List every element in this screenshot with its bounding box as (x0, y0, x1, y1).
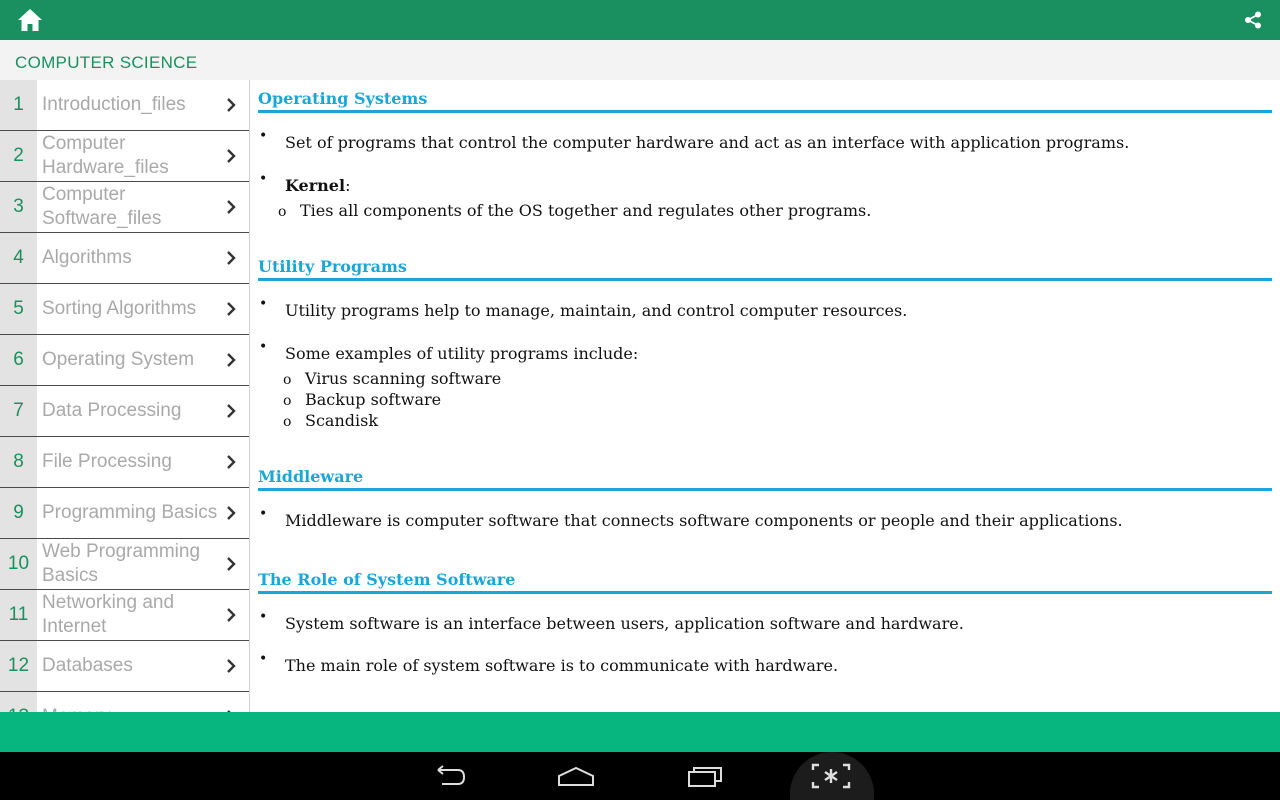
chapter-label: Introduction_files (42, 94, 186, 115)
bullet-text: Utility programs help to manage, maintain, and control computer resources. (285, 301, 908, 320)
chapter-item[interactable] (0, 539, 249, 590)
chapter-label: Databases (42, 655, 133, 676)
bullet: • (259, 128, 268, 144)
screenshot-icon[interactable] (811, 762, 851, 790)
page-title: COMPUTER SCIENCE (15, 53, 198, 72)
sub-bullet-text: Backup software (305, 390, 442, 409)
chapter-label: Algorithms (42, 247, 132, 268)
bullet: • (259, 651, 268, 667)
section-heading: Middleware (258, 467, 1272, 491)
section-heading: Utility Programs (258, 257, 1272, 281)
bullet: • (259, 609, 268, 625)
chapter-number: 11 (0, 590, 37, 640)
chevron-right-icon (224, 454, 238, 470)
chevron-right-icon (224, 403, 238, 419)
chapter-list[interactable] (0, 80, 250, 712)
home-icon[interactable] (16, 7, 44, 33)
chapter-label: Networking and Internet (42, 592, 175, 637)
chapter-label: Operating System (42, 349, 195, 370)
chapter-item[interactable] (0, 641, 249, 692)
chapter-label: File Processing (42, 451, 172, 472)
chapter-number: 7 (0, 386, 37, 436)
home-outline-icon[interactable] (556, 762, 596, 790)
chevron-right-icon (224, 301, 238, 317)
bullet: • (259, 171, 268, 187)
bullet-text (285, 176, 350, 195)
section-heading: Operating Systems (258, 89, 1272, 113)
bullet-text: System software is an interface between users, application software and hardware. (285, 614, 964, 633)
chapter-item[interactable] (0, 437, 249, 488)
chapter-number: 5 (0, 284, 37, 334)
bullet: • (259, 506, 268, 522)
kernel-colon: : (345, 176, 351, 195)
chevron-right-icon (224, 199, 238, 215)
chapter-content[interactable] (250, 80, 1280, 712)
chapter-number: 10 (0, 539, 37, 589)
chevron-right-icon (224, 148, 238, 164)
chapter-item[interactable] (0, 233, 249, 284)
share-icon[interactable] (1244, 11, 1262, 29)
chapter-label: Sorting Algorithms (42, 298, 197, 319)
kernel-label: Kernel (285, 176, 346, 195)
chevron-right-icon (224, 505, 238, 521)
bullet-text: Middleware is computer software that connects software components or people and their applications. (285, 511, 1123, 530)
chapter-item[interactable] (0, 335, 249, 386)
bullet-text: Set of programs that control the computer hardware and act as an interface with application programs. (285, 133, 1130, 152)
chapter-number: 3 (0, 182, 37, 232)
chapter-label: Programming Basics (42, 502, 218, 523)
chapter-number: 4 (0, 233, 37, 283)
chapter-number: 6 (0, 335, 37, 385)
sub-bullet: o (283, 372, 292, 388)
chapter-number: 2 (0, 131, 37, 181)
sub-bullet: o (283, 414, 292, 430)
recent-apps-icon[interactable] (685, 762, 725, 790)
chapter-number: 1 (0, 80, 37, 130)
sub-bullet: o (283, 393, 292, 409)
bullet: • (259, 296, 268, 312)
chevron-right-icon (224, 607, 238, 623)
chapter-item[interactable] (0, 590, 249, 641)
chapter-item[interactable] (0, 131, 249, 182)
chapter-label: Computer Hardware_files (42, 133, 169, 178)
app-header (0, 0, 1280, 40)
back-icon[interactable] (428, 762, 468, 790)
bullet-text: The main role of system software is to communicate with hardware. (285, 656, 839, 675)
chapter-label: Computer Software_files (42, 184, 162, 229)
chapter-item[interactable] (0, 488, 249, 539)
chapter-number: 8 (0, 437, 37, 487)
section-header (0, 40, 1280, 80)
chapter-item[interactable] (0, 284, 249, 335)
sub-bullet: o (278, 204, 287, 220)
section-heading: The Role of System Software (258, 570, 1272, 594)
bullet: • (259, 339, 268, 355)
chevron-right-icon (224, 658, 238, 674)
chapter-label: Web Programming Basics (42, 541, 201, 586)
system-navigation-bar (0, 752, 1280, 800)
sub-bullet-text: Ties all components of the OS together and regulates other programs. (300, 201, 872, 220)
chevron-right-icon (224, 556, 238, 572)
sub-bullet-text: Scandisk (305, 411, 379, 430)
chevron-right-icon (224, 97, 238, 113)
chapter-number: 12 (0, 641, 37, 691)
chevron-right-icon (224, 250, 238, 266)
bullet-text: Some examples of utility programs include: (285, 344, 639, 363)
chapter-item[interactable] (0, 182, 249, 233)
chapter-number: 9 (0, 488, 37, 538)
chapter-label: Data Processing (42, 400, 182, 421)
chapter-item[interactable] (0, 80, 249, 131)
chevron-right-icon (224, 352, 238, 368)
chapter-item[interactable] (0, 386, 249, 437)
bottom-bar (0, 712, 1280, 752)
sub-bullet-text: Virus scanning software (305, 369, 502, 388)
